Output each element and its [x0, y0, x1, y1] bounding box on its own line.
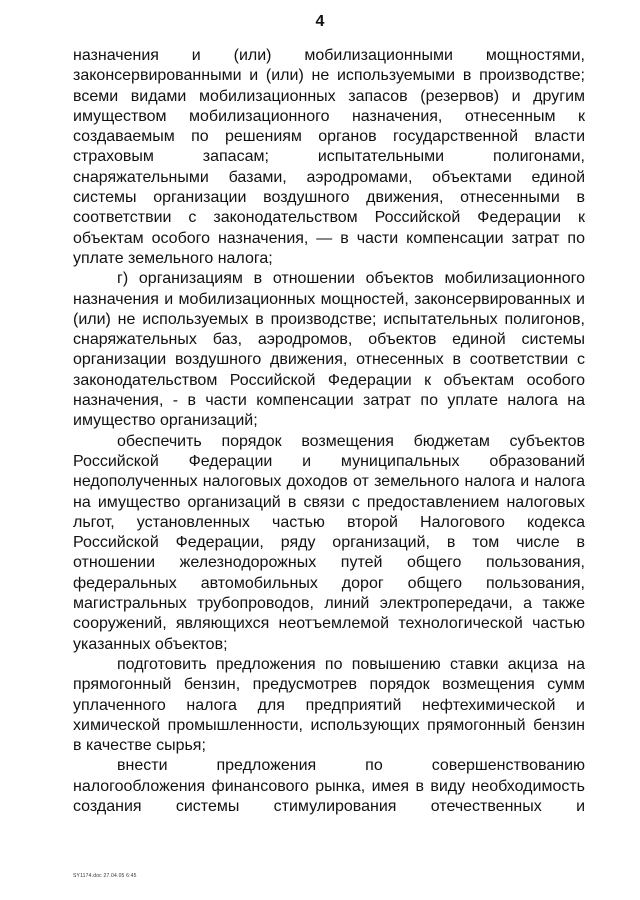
text-line: внести предложения по совершенствованию	[117, 757, 585, 775]
text-line: снаряжательных баз, аэродромов, объектов единой системы	[73, 331, 585, 349]
text-line: в качестве сырья;	[73, 737, 206, 755]
text-line: создания системы стимулирования отечественных и	[73, 797, 585, 815]
text-line: соответствии с законодательством Российской Федерации к	[73, 209, 585, 227]
text-line: имущество организаций;	[73, 412, 258, 430]
text-line: уплаченного налога для предприятий нефтехимической и	[73, 696, 585, 714]
text-line: недополученных налоговых доходов от земельного налога и налога	[73, 473, 585, 491]
document-body	[73, 46, 585, 817]
text-line: (или) не используемых в производстве; испытательных полигонов,	[73, 310, 585, 328]
text-line: подготовить предложения по повышению ставки акциза на	[117, 655, 585, 673]
text-line: г) организациям в отношении объектов мобилизационного	[117, 270, 585, 288]
file-info-footer: SY1174.doc 27.04.05 6:45	[73, 873, 137, 879]
text-line: химической промышленности, использующих прямогонный бензин	[73, 716, 585, 734]
text-line: федеральных автомобильных дорог общего пользования,	[73, 574, 585, 592]
text-line: на имущество организаций в связи с предоставлением налоговых	[73, 493, 585, 511]
text-line: магистральных трубопроводов, линий электропередачи, а также	[73, 595, 585, 613]
text-line: льгот, установленных частью второй Налогового кодекса	[73, 513, 585, 531]
text-line: всеми видами мобилизационных запасов (резервов) и другим	[73, 87, 585, 105]
text-line: снаряжательными базами, аэродромами, объектами единой	[73, 168, 585, 186]
text-line: законодательством Российской Федерации к объектам особого	[73, 371, 585, 389]
text-line: уплате земельного налога;	[73, 249, 273, 267]
text-line: отношении железнодорожных путей общего пользования,	[73, 554, 585, 572]
text-line: объектам особого назначения, — в части компенсации затрат по	[73, 229, 585, 247]
text-line: законсервированными и (или) не используемыми в производстве;	[73, 67, 585, 85]
text-line: системы организации воздушного движения, отнесенными в	[73, 189, 585, 207]
text-line: Российской Федерации и муниципальных образований	[73, 452, 585, 470]
text-line: Российской Федерации, ряду организаций, в том числе в	[73, 534, 585, 552]
page-number: 4	[315, 13, 325, 30]
text-line: указанных объектов;	[73, 635, 228, 653]
text-line: страховым запасам; испытательными полигонами,	[73, 148, 585, 166]
text-line: назначения и мобилизационных мощностей, законсервированных и	[73, 290, 585, 308]
text-line: назначения, - в части компенсации затрат по уплате налога на	[73, 392, 585, 410]
text-line: прямогонный бензин, предусмотрев порядок возмещения сумм	[73, 676, 585, 694]
text-line: организации воздушного движения, отнесенных в соответствии с	[73, 351, 585, 369]
text-line: сооружений, являющихся неотъемлемой технологической частью	[73, 615, 585, 633]
text-line: назначения и (или) мобилизационными мощностями,	[73, 47, 585, 64]
text-line: обеспечить порядок возмещения бюджетам субъектов	[117, 432, 585, 450]
text-line: создаваемым по решениям органов государственной власти	[73, 128, 585, 146]
text-line: имуществом мобилизационного назначения, отнесенным к	[73, 107, 585, 125]
text-line: налогообложения финансового рынка, имея в виду необходимость	[73, 777, 585, 795]
